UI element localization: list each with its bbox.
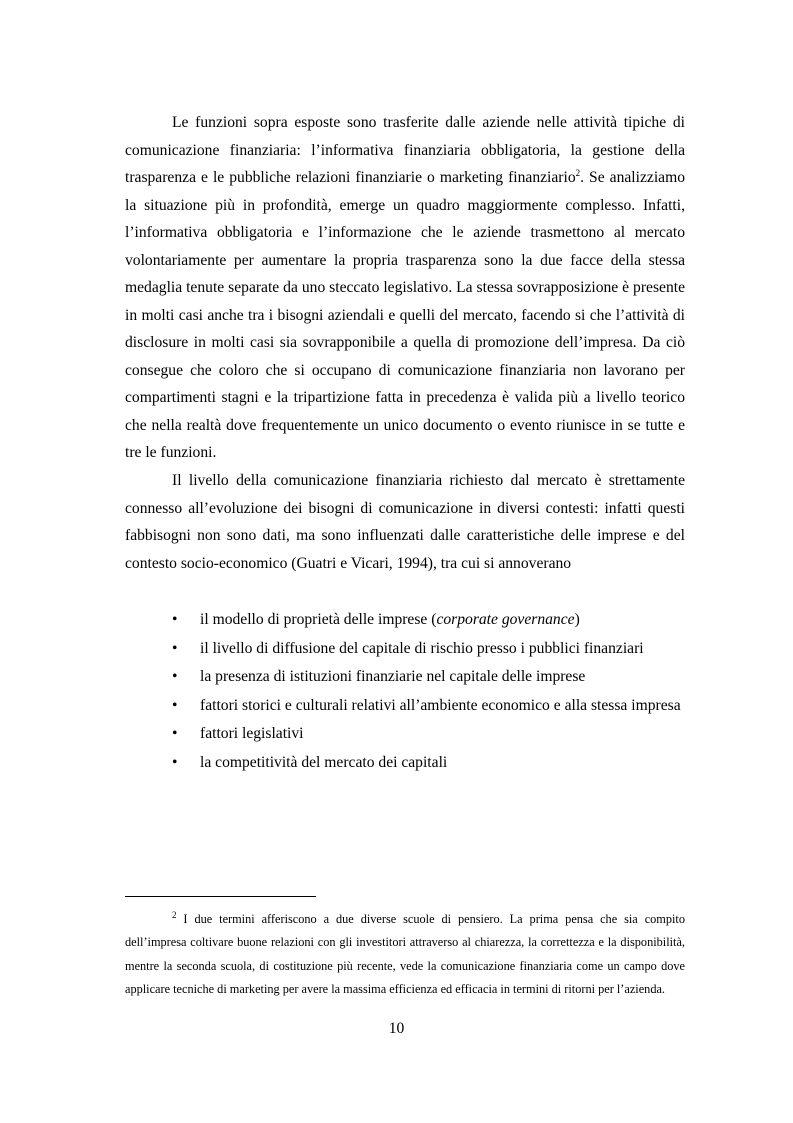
footnote-text: I due termini afferiscono a due diverse scuole di pensiero. La prima pensa che sia compito dell’impresa coltivare buone relazioni con gli investitori attraverso al chiarezza, la correttezza e la disponibilità, mentre la seconda scuola, di costituzione più recente, vede la comunicazione finanziaria come un campo dove applicare tecniche di marketing per avere la massima efficienza ed efficacia in termini di ritorni per l’azienda.	[125, 912, 685, 996]
list-item	[125, 606, 685, 634]
list-item-text: il livello di diffusione del capitale di rischio presso i pubblici finanziari	[200, 639, 644, 657]
list-item-italic-term: corporate governance	[436, 611, 575, 628]
footnote	[125, 908, 685, 1001]
bullet-list	[125, 606, 685, 777]
footnote-reference: 2	[575, 167, 581, 178]
list-item	[125, 663, 685, 691]
body-paragraph-1	[125, 109, 685, 467]
list-item-text: fattori legislativi	[200, 725, 304, 742]
list-item	[125, 635, 685, 663]
paragraph-2-text: Il livello della comunicazione finanziaria richiesto dal mercato è strettamente connesso all’evoluzione dei bisogni di comunicazione in diversi contesti: infatti questi fabbisogni non sono dati, ma sono influenzati dalle caratteristiche delle imprese e del contesto socio-economico (Guatri e Vicari, 1994), tra cui si annoverano	[125, 472, 685, 572]
footnote-number: 2	[172, 909, 177, 920]
list-item	[125, 749, 685, 777]
page-number: 10	[388, 1020, 405, 1037]
list-item-text-close: )	[574, 611, 580, 628]
bullet-icon: •	[172, 611, 178, 628]
paragraph-1-text-b: . Se analizziamo la situazione più in profondità, emerge un quadro maggiormente complesso. Infatti, l’informativa obbligatoria e l’informazione che le aziende trasmettono al mercato volontariamente per aumentare la propria trasparenza sono la due facce della stessa medaglia tenute separate da uno steccato legislativo. La stessa sovrapposizione è presente in molti casi anche tra i bisogni aziendali e quelli del mercato, facendo si che l’attività di disclosure in molti casi sia sovrapponibile a quella di promozione dell’impresa. Da ciò consegue che coloro che si occupano di comunicazione finanziaria non lavorano per compartimenti stagni e la tripartizione fatta in precedenza è valida più a livello teorico che nella realtà dove frequentemente un unico documento o evento riunisce in se tutte e tre le funzioni.	[125, 169, 685, 461]
list-item-text: fattori storici e culturali relativi all’ambiente economico e alla stessa impresa	[200, 696, 681, 714]
list-item-text: il modello di proprietà delle imprese (	[200, 611, 437, 628]
list-item-text: la presenza di istituzioni finanziarie nel capitale delle imprese	[200, 668, 586, 685]
list-item	[125, 692, 685, 720]
bullet-icon: •	[172, 696, 178, 714]
footnote-separator	[125, 896, 316, 897]
body-paragraph-2	[125, 467, 685, 577]
bullet-icon: •	[172, 639, 178, 657]
paragraph-1-text-a: Le funzioni sopra esposte sono trasferite dalle aziende nelle attività tipiche di comunicazione finanziaria: l’informativa finanziaria obbligatoria, la gestione della trasparenza e le pubbliche relazioni finanziarie o marketing finanziario	[125, 114, 685, 186]
bullet-icon: •	[172, 725, 178, 742]
bullet-icon: •	[172, 668, 178, 685]
list-item	[125, 720, 685, 748]
list-item-text: la competitività del mercato dei capitali	[200, 753, 448, 771]
bullet-icon: •	[172, 753, 178, 771]
